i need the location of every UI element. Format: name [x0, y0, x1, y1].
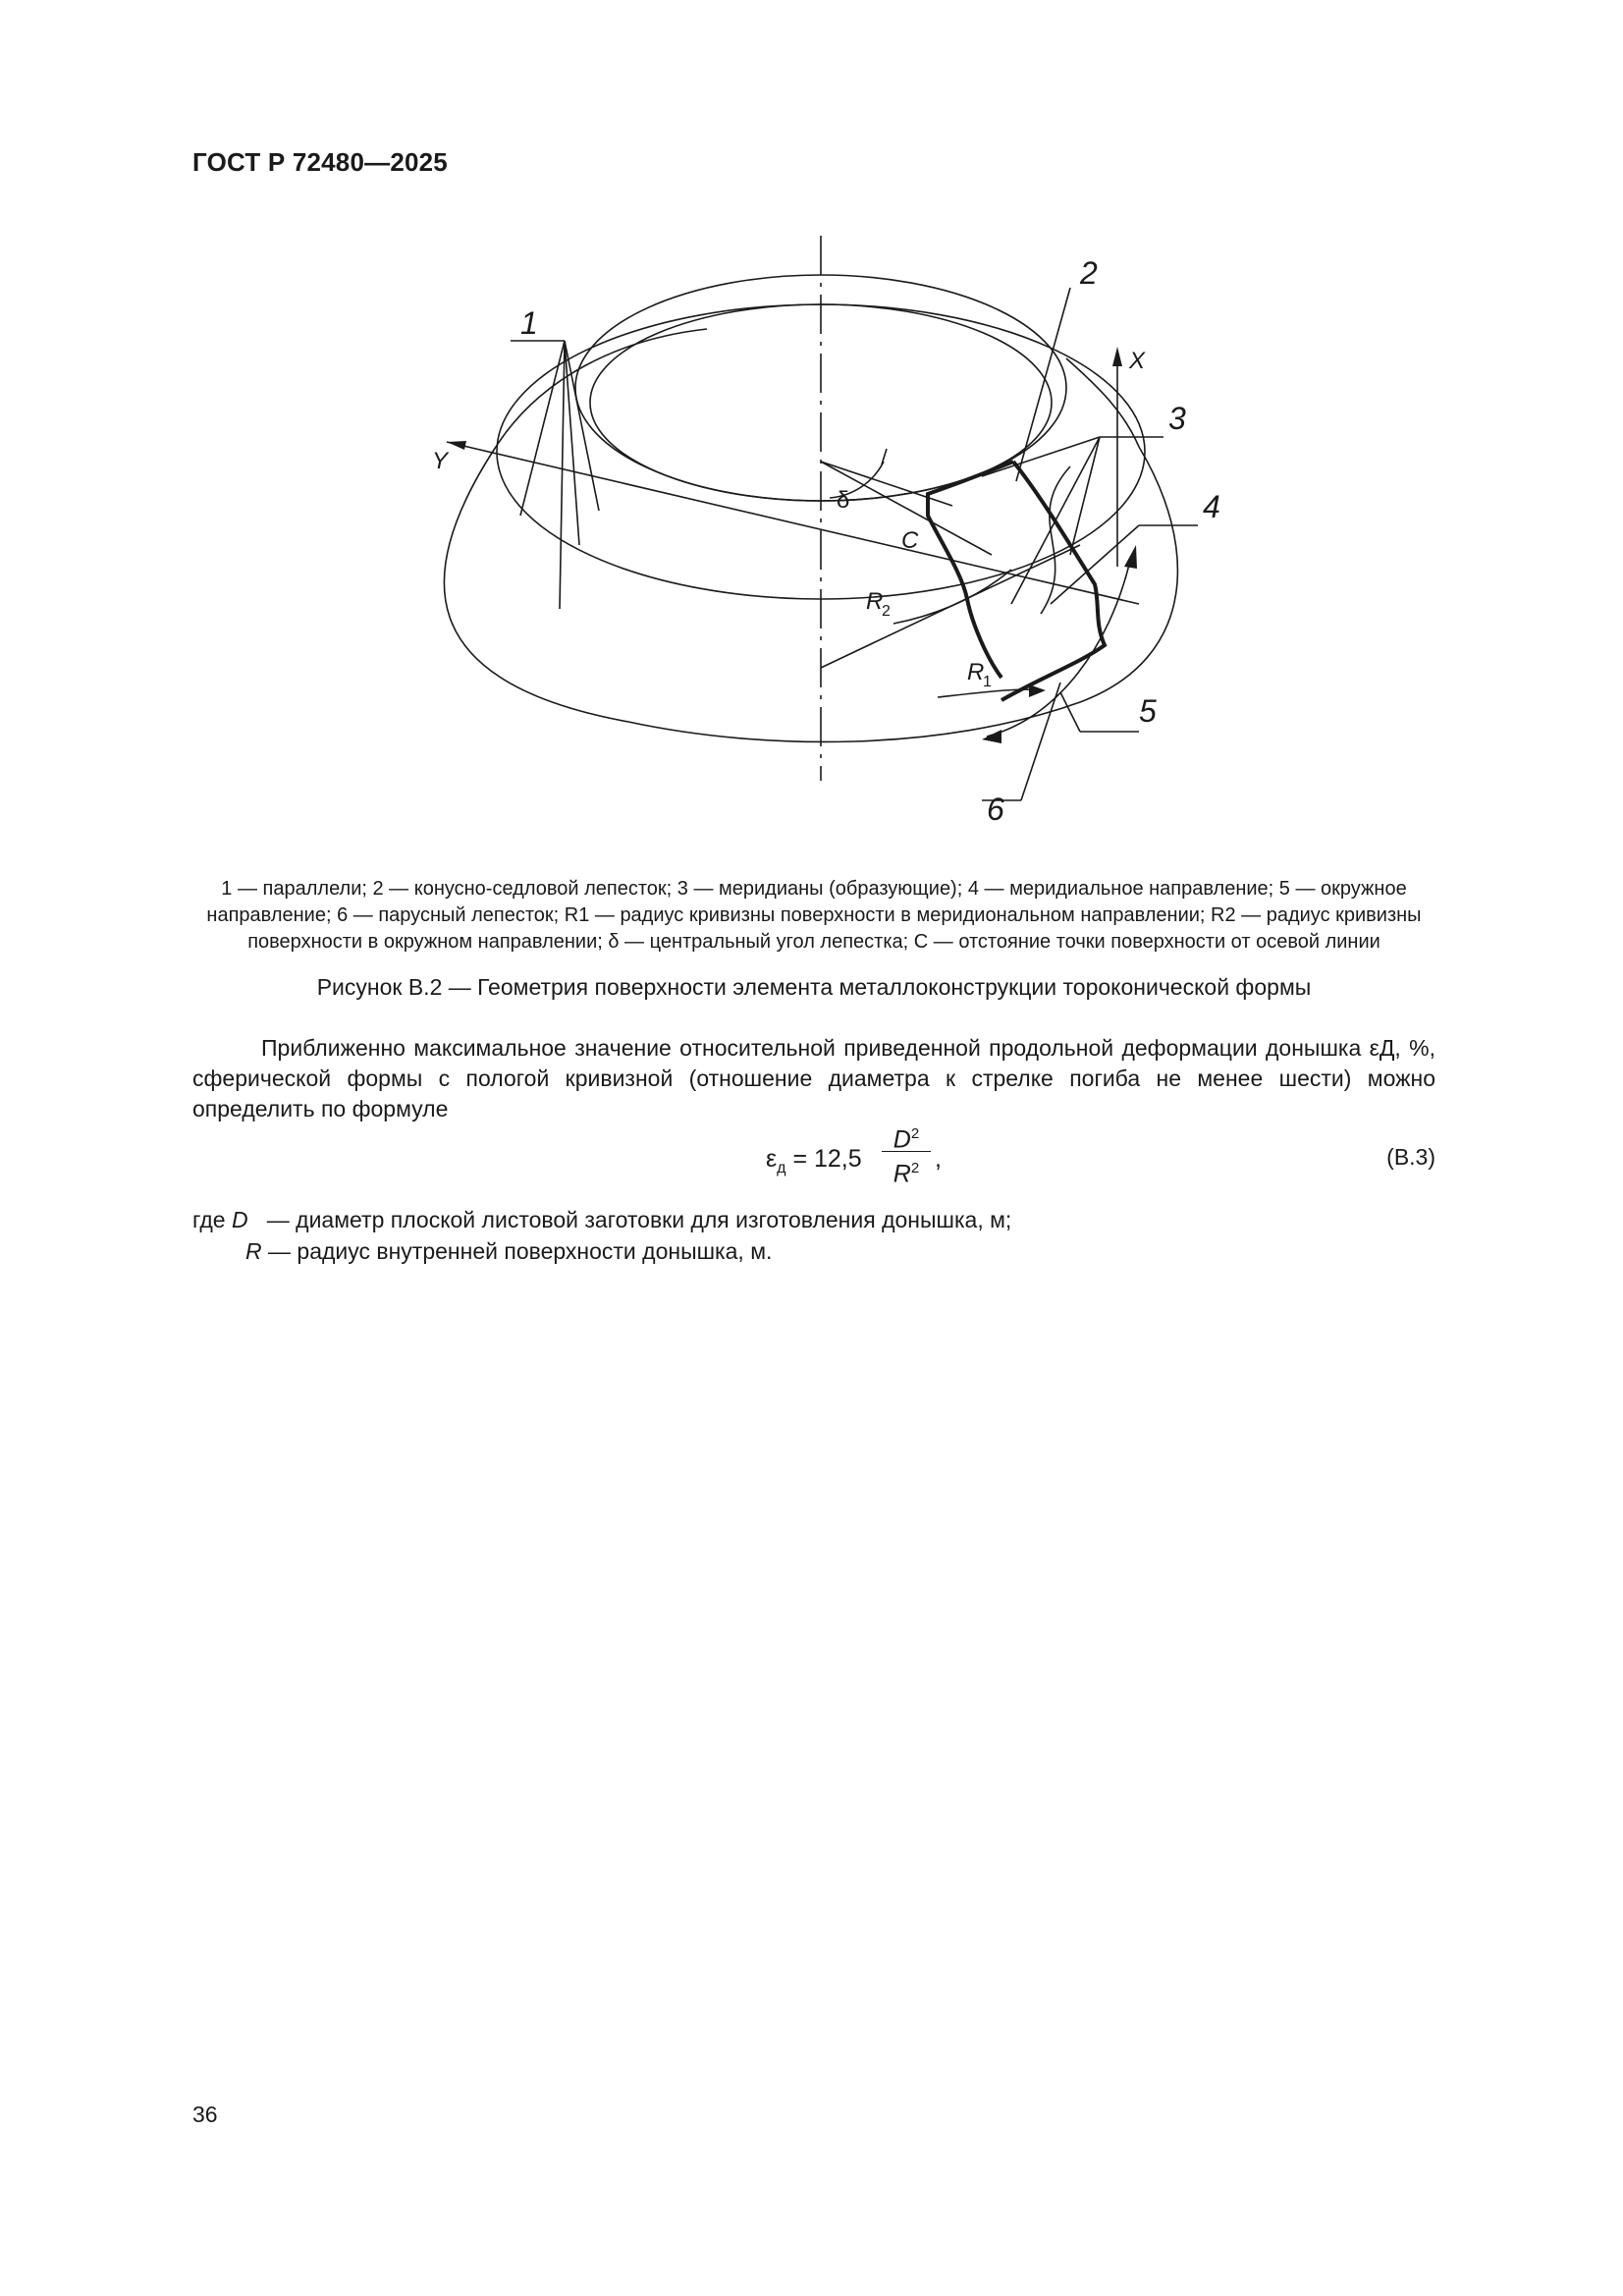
body-paragraph — [192, 1033, 1435, 1124]
label-3: 3 — [1168, 401, 1186, 436]
outer-body — [444, 447, 1177, 741]
sail-petal — [1001, 462, 1105, 700]
cone-saddle-petal — [928, 462, 1013, 678]
label-1: 1 — [520, 305, 538, 341]
figure-drawing — [393, 221, 1276, 849]
label-r1-sub: 1 — [983, 674, 992, 690]
figure-caption: Рисунок В.2 — Геометрия поверхности элемента металлоконструкции тороконической формы — [316, 974, 1312, 1000]
torocone-figure — [393, 221, 1276, 849]
where-block — [192, 1204, 1011, 1267]
legend-line-1: 1 — параллели; 2 — конусно-седловой лепесток; 3 — меридианы (образующие); 4 — меридиальное направление; 5 — окружное — [221, 878, 1407, 900]
label-axis-y: Y — [432, 448, 449, 474]
y-axis — [447, 442, 1139, 604]
paragraph-text: Приближенно максимальное значение относительной приведенной продольной деформации донышка εД, %, сферической формы с пологой кривизной (отношение диаметра к стрелке погиба не менее шести) можно определить по формуле — [192, 1035, 1435, 1121]
label-4: 4 — [1203, 489, 1220, 524]
where-row-d: где D — диаметр плоской листовой заготовки для изготовления донышка, м; — [192, 1207, 1012, 1232]
figure-legend — [192, 876, 1435, 956]
upper-shoulder-right — [1066, 358, 1139, 447]
formula-numerator: $D^2$ — [882, 1118, 931, 1152]
label-r2-sub: 2 — [882, 603, 891, 620]
label-6: 6 — [987, 792, 1004, 827]
label-5: 5 — [1139, 693, 1157, 729]
document-header: ГОСТ Р 72480—2025 — [192, 147, 448, 177]
legend-line-2: направление; 6 — парусный лепесток; R1 — радиус кривизны поверхности в меридиональном направлении; R2 — радиус кривизны — [206, 904, 1422, 926]
legend-line-3: поверхности в окружном направлении; δ — центральный угол лепестка; C — отстояние точки поверхности от осевой линии — [247, 931, 1380, 953]
page-number: 36 — [192, 2102, 218, 2127]
circumferential-arrow — [987, 565, 1129, 737]
upper-shoulder — [496, 329, 707, 447]
label-r1: R — [967, 659, 985, 685]
equation-number: (В.3) — [1386, 1144, 1435, 1170]
formula-lhs: $\varepsilon_д = 12,5$ — [766, 1145, 862, 1176]
formula-denominator: $R^2$ — [893, 1160, 920, 1188]
formula-comma: , — [935, 1145, 942, 1173]
label-2: 2 — [1080, 255, 1098, 291]
formula-fraction — [882, 1118, 931, 1188]
label-delta: δ — [837, 487, 850, 514]
label-axis-x: X — [1129, 348, 1146, 374]
label-c: C — [901, 527, 919, 554]
label-r2: R — [866, 588, 884, 615]
where-row-r: R — радиус внутренней поверхности донышка, м. — [245, 1238, 773, 1264]
